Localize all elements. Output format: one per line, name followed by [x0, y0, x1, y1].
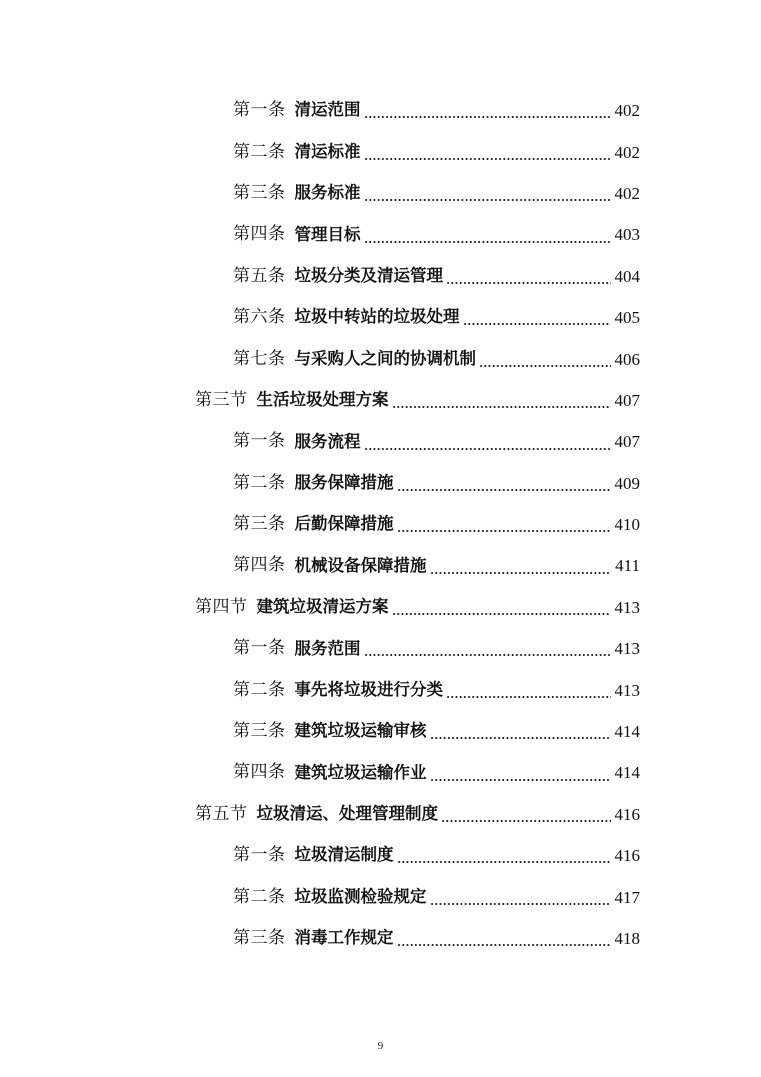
toc-entry[interactable]: [0, 131, 640, 172]
toc-dot-leader: [446, 696, 611, 698]
toc-entry-title: 生活垃圾处理方案: [256, 390, 389, 410]
toc-entry-number: 第四节: [195, 596, 248, 617]
toc-entry-page: 404: [614, 266, 640, 286]
footer-page-number: 9: [377, 1040, 384, 1052]
toc-dot-leader: [397, 530, 612, 532]
toc-dot-leader: [364, 199, 612, 201]
toc-dot-leader: [364, 448, 612, 450]
toc-entry-number: 第一条: [233, 638, 286, 659]
toc-entry-title: 垃圾清运、处理管理制度: [256, 804, 438, 824]
toc-entry-number: 第三条: [233, 182, 286, 203]
toc-section-entry[interactable]: [0, 587, 640, 628]
toc-entry-number: 第五节: [195, 803, 248, 824]
toc-entry[interactable]: [0, 711, 640, 752]
toc-entry-page: 402: [614, 183, 640, 203]
toc-entry-title: 服务保障措施: [294, 472, 394, 492]
toc-entry-page: 413: [614, 680, 640, 700]
toc-section-entry[interactable]: [0, 380, 640, 421]
toc-entry[interactable]: [0, 256, 640, 297]
toc-entry-title: 建筑垃圾运输作业: [294, 762, 427, 782]
toc-entry-title: 垃圾清运制度: [294, 845, 394, 865]
toc-dot-leader: [364, 116, 612, 118]
toc-entry-page: 402: [614, 101, 640, 121]
toc-dot-leader: [392, 613, 612, 615]
toc-entry[interactable]: [0, 421, 640, 462]
toc-entry-title: 与采购人之间的协调机制: [294, 348, 476, 368]
toc-entry-title: 清运标准: [294, 141, 361, 161]
toc-entry-title: 建筑垃圾清运方案: [256, 597, 389, 617]
toc-entry[interactable]: [0, 504, 640, 545]
toc-entry-title: 机械设备保障措施: [294, 555, 427, 575]
toc-entry-number: 第一条: [233, 431, 286, 452]
toc-entry[interactable]: [0, 463, 640, 504]
toc-entry-number: 第一条: [233, 845, 286, 866]
toc-entry[interactable]: [0, 876, 640, 917]
toc-entry-number: 第四条: [233, 762, 286, 783]
toc-entry-page: 403: [614, 225, 640, 245]
toc-entry-page: 409: [614, 473, 640, 493]
toc-dot-leader: [430, 737, 612, 739]
toc-entry-number: 第三条: [233, 721, 286, 742]
toc-entry-number: 第五条: [233, 265, 286, 286]
toc-entry-number: 第三节: [195, 389, 248, 410]
toc-section-entry[interactable]: [0, 794, 640, 835]
toc-entry-page: 413: [614, 597, 640, 617]
toc-entry-page: 417: [614, 887, 640, 907]
toc-dot-leader: [397, 861, 612, 863]
toc-dot-leader: [364, 654, 612, 656]
toc-dot-leader: [441, 820, 611, 822]
toc-entry-page: 406: [614, 349, 640, 369]
toc-entry[interactable]: [0, 752, 640, 793]
toc-dot-leader: [397, 489, 612, 491]
toc-entry-number: 第二条: [233, 679, 286, 700]
table-of-contents: [0, 90, 761, 959]
toc-dot-leader: [446, 282, 611, 284]
toc-entry[interactable]: [0, 669, 640, 710]
toc-entry-title: 垃圾中转站的垃圾处理: [294, 307, 460, 327]
toc-dot-leader: [364, 158, 612, 160]
toc-entry[interactable]: [0, 628, 640, 669]
toc-entry-page: 402: [614, 142, 640, 162]
toc-entry-page: 407: [614, 432, 640, 452]
toc-entry[interactable]: [0, 214, 640, 255]
toc-entry[interactable]: [0, 297, 640, 338]
toc-entry-title: 服务流程: [294, 431, 361, 451]
toc-entry-title: 建筑垃圾运输审核: [294, 721, 427, 741]
toc-entry-page: 405: [614, 308, 640, 328]
toc-dot-leader: [364, 241, 612, 243]
toc-entry[interactable]: [0, 338, 640, 379]
toc-entry-number: 第二条: [233, 141, 286, 162]
toc-dot-leader: [430, 572, 612, 574]
toc-entry-page: 413: [614, 639, 640, 659]
toc-dot-leader: [430, 779, 612, 781]
toc-entry[interactable]: [0, 173, 640, 214]
toc-entry-title: 垃圾分类及清运管理: [294, 266, 443, 285]
toc-entry-number: 第二条: [233, 472, 286, 493]
toc-entry-number: 第七条: [233, 348, 286, 369]
toc-entry-number: 第四条: [233, 555, 286, 576]
toc-entry-title: 后勤保障措施: [294, 514, 394, 534]
toc-entry-number: 第六条: [233, 307, 286, 328]
toc-entry-title: 事先将垃圾进行分类: [294, 679, 443, 699]
toc-entry[interactable]: [0, 90, 640, 131]
toc-entry-page: 414: [614, 722, 640, 742]
toc-entry-page: 410: [614, 515, 640, 535]
toc-dot-leader: [430, 903, 612, 905]
toc-entry[interactable]: [0, 835, 640, 876]
toc-entry-title: 服务范围: [294, 638, 361, 658]
toc-entry[interactable]: [0, 918, 640, 959]
toc-entry-number: 第四条: [233, 224, 286, 245]
toc-entry-title: 清运范围: [294, 100, 361, 120]
toc-entry-page: 411: [615, 556, 640, 576]
toc-dot-leader: [397, 944, 612, 946]
toc-entry-title: 垃圾监测检验规定: [294, 886, 427, 906]
toc-entry-page: 416: [614, 846, 640, 866]
toc-entry-number: 第三条: [233, 928, 286, 948]
toc-entry-title: 服务标准: [294, 183, 361, 203]
toc-entry-title: 管理目标: [294, 224, 361, 244]
toc-entry-number: 第一条: [233, 100, 286, 121]
toc-entry-page: 414: [614, 763, 640, 783]
toc-entry-page: 418: [614, 929, 640, 948]
toc-dot-leader: [479, 365, 611, 367]
toc-entry-title: 消毒工作规定: [294, 928, 394, 948]
toc-dot-leader: [392, 406, 612, 408]
toc-dot-leader: [463, 323, 612, 325]
toc-entry-page: 407: [614, 390, 640, 410]
toc-entry[interactable]: [0, 545, 640, 586]
toc-entry-number: 第三条: [233, 514, 286, 535]
toc-entry-number: 第二条: [233, 886, 286, 907]
toc-entry-page: 416: [614, 804, 640, 824]
